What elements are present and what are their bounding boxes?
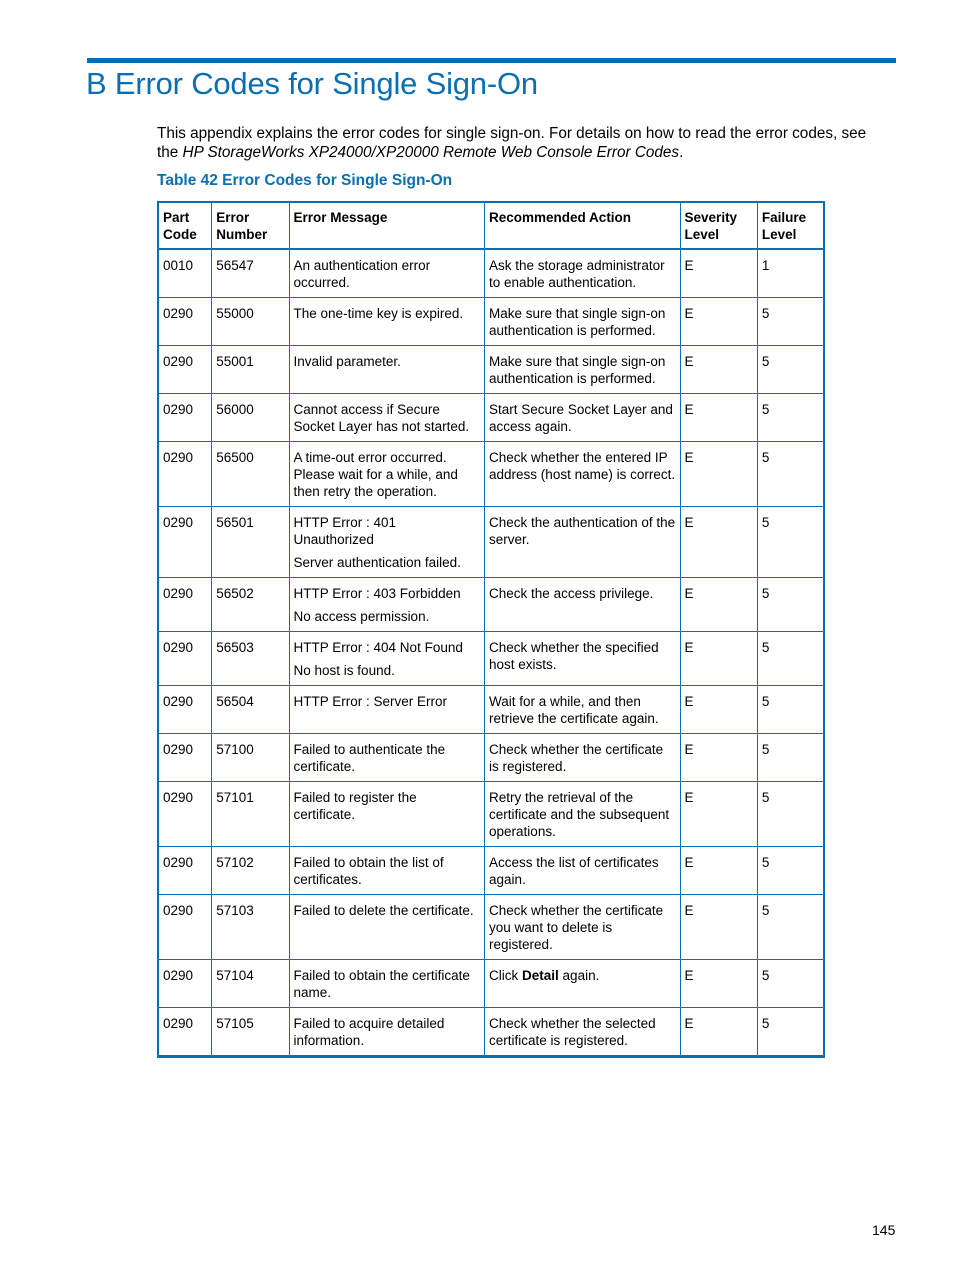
cell-part-code: 0290 xyxy=(158,734,212,782)
cell-part-code: 0290 xyxy=(158,298,212,346)
cell-recommended-action: Make sure that single sign-on authentication is performed. xyxy=(485,346,681,394)
header-error-number: Error Number xyxy=(212,202,289,249)
table-row xyxy=(158,847,824,895)
error-message-text: HTTP Error : 403 Forbidden xyxy=(293,586,461,601)
table-row xyxy=(158,632,824,686)
cell-error-number: 57104 xyxy=(212,960,289,1008)
cell-severity-level: E xyxy=(680,1008,757,1057)
cell-severity-level: E xyxy=(680,394,757,442)
cell-severity-level: E xyxy=(680,734,757,782)
error-message-text: The one-time key is expired. xyxy=(293,306,464,321)
cell-part-code: 0290 xyxy=(158,847,212,895)
intro-text-before: This appendix explains the error codes for single sign-on. For details on how to read the error codes, see the xyxy=(157,125,867,161)
table-row xyxy=(158,1008,824,1057)
cell-error-message xyxy=(289,298,485,346)
cell-error-number: 56502 xyxy=(212,578,289,632)
error-message-text: Cannot access if Secure Socket Layer has not started. xyxy=(293,402,470,434)
cell-part-code: 0290 xyxy=(158,578,212,632)
table-row xyxy=(158,895,824,960)
header-severity-level: Severity Level xyxy=(680,202,757,249)
table-body xyxy=(158,249,824,1057)
error-message-text: Failed to authenticate the certificate. xyxy=(293,742,446,774)
error-message-text: Failed to acquire detailed information. xyxy=(293,1016,445,1048)
top-rule xyxy=(87,58,896,63)
cell-error-number: 57103 xyxy=(212,895,289,960)
table-row xyxy=(158,442,824,507)
cell-error-number: 56504 xyxy=(212,686,289,734)
cell-severity-level: E xyxy=(680,632,757,686)
cell-error-message xyxy=(289,346,485,394)
cell-part-code: 0290 xyxy=(158,442,212,507)
cell-severity-level: E xyxy=(680,686,757,734)
error-codes-table xyxy=(157,201,825,1058)
cell-recommended-action: Check the access privilege. xyxy=(485,578,681,632)
cell-recommended-action xyxy=(485,960,681,1008)
header-failure-level: Failure Level xyxy=(757,202,824,249)
cell-severity-level: E xyxy=(680,249,757,298)
cell-severity-level: E xyxy=(680,442,757,507)
cell-part-code: 0290 xyxy=(158,960,212,1008)
table-row xyxy=(158,394,824,442)
error-message-text: Failed to register the certificate. xyxy=(293,790,417,822)
cell-recommended-action: Check whether the entered IP address (host name) is correct. xyxy=(485,442,681,507)
cell-error-message xyxy=(289,578,485,632)
cell-failure-level: 5 xyxy=(757,734,824,782)
cell-error-message xyxy=(289,847,485,895)
cell-recommended-action: Check the authentication of the server. xyxy=(485,507,681,578)
error-message-text: Failed to obtain the list of certificates. xyxy=(293,855,444,887)
cell-recommended-action: Start Secure Socket Layer and access again. xyxy=(485,394,681,442)
intro-book-title: HP StorageWorks XP24000/XP20000 Remote Web Console Error Codes xyxy=(182,144,680,161)
cell-severity-level: E xyxy=(680,782,757,847)
cell-failure-level: 5 xyxy=(757,960,824,1008)
error-message-text: A time-out error occurred. Please wait for a while, and then retry the operation. xyxy=(293,450,458,499)
cell-error-number: 56500 xyxy=(212,442,289,507)
cell-severity-level: E xyxy=(680,507,757,578)
cell-part-code: 0290 xyxy=(158,686,212,734)
error-message-detail: No access permission. xyxy=(293,609,430,624)
cell-recommended-action: Ask the storage administrator to enable authentication. xyxy=(485,249,681,298)
cell-part-code: 0290 xyxy=(158,507,212,578)
cell-failure-level: 1 xyxy=(757,249,824,298)
cell-severity-level: E xyxy=(680,578,757,632)
cell-failure-level: 5 xyxy=(757,298,824,346)
table-row xyxy=(158,346,824,394)
cell-recommended-action: Retry the retrieval of the certificate and the subsequent operations. xyxy=(485,782,681,847)
intro-text-after: . xyxy=(679,144,684,161)
page-number: 145 xyxy=(872,1222,896,1238)
table-header-row xyxy=(158,202,824,249)
error-message-text: Invalid parameter. xyxy=(293,354,401,369)
cell-error-message xyxy=(289,960,485,1008)
table-row xyxy=(158,960,824,1008)
cell-error-number: 56501 xyxy=(212,507,289,578)
cell-error-number: 57100 xyxy=(212,734,289,782)
cell-part-code: 0290 xyxy=(158,895,212,960)
cell-recommended-action: Check whether the specified host exists. xyxy=(485,632,681,686)
table-row xyxy=(158,507,824,578)
error-message-text: HTTP Error : 401 Unauthorized xyxy=(293,515,397,547)
intro-paragraph xyxy=(157,124,887,162)
cell-error-message xyxy=(289,782,485,847)
table-row xyxy=(158,782,824,847)
cell-part-code: 0290 xyxy=(158,394,212,442)
cell-recommended-action: Check whether the certificate is registered. xyxy=(485,734,681,782)
cell-error-message xyxy=(289,632,485,686)
cell-error-number: 56000 xyxy=(212,394,289,442)
cell-part-code: 0010 xyxy=(158,249,212,298)
error-message-text: An authentication error occurred. xyxy=(293,258,431,290)
error-message-text: HTTP Error : Server Error xyxy=(293,694,448,709)
cell-error-message xyxy=(289,895,485,960)
page-title: B Error Codes for Single Sign-On xyxy=(86,66,538,101)
cell-failure-level: 5 xyxy=(757,895,824,960)
cell-part-code: 0290 xyxy=(158,1008,212,1057)
cell-failure-level: 5 xyxy=(757,346,824,394)
cell-failure-level: 5 xyxy=(757,442,824,507)
table-row xyxy=(158,578,824,632)
error-message-text: Failed to obtain the certificate name. xyxy=(293,968,470,1000)
cell-failure-level: 5 xyxy=(757,782,824,847)
cell-failure-level: 5 xyxy=(757,847,824,895)
header-recommended-action: Recommended Action xyxy=(485,202,681,249)
cell-part-code: 0290 xyxy=(158,632,212,686)
cell-error-number: 55001 xyxy=(212,346,289,394)
error-message-text: Failed to delete the certificate. xyxy=(293,903,474,918)
table-row xyxy=(158,734,824,782)
cell-severity-level: E xyxy=(680,346,757,394)
cell-error-message xyxy=(289,442,485,507)
cell-error-message xyxy=(289,1008,485,1057)
cell-recommended-action: Check whether the selected certificate is registered. xyxy=(485,1008,681,1057)
cell-recommended-action: Access the list of certificates again. xyxy=(485,847,681,895)
cell-failure-level: 5 xyxy=(757,394,824,442)
action-ui-term: Detail xyxy=(522,968,559,983)
header-part-code: Part Code xyxy=(158,202,212,249)
cell-error-number: 56503 xyxy=(212,632,289,686)
cell-severity-level: E xyxy=(680,847,757,895)
cell-error-number: 56547 xyxy=(212,249,289,298)
cell-severity-level: E xyxy=(680,298,757,346)
table-row xyxy=(158,298,824,346)
cell-part-code: 0290 xyxy=(158,346,212,394)
header-error-message: Error Message xyxy=(289,202,485,249)
cell-failure-level: 5 xyxy=(757,686,824,734)
cell-recommended-action: Wait for a while, and then retrieve the certificate again. xyxy=(485,686,681,734)
cell-failure-level: 5 xyxy=(757,632,824,686)
cell-recommended-action: Check whether the certificate you want to delete is registered. xyxy=(485,895,681,960)
cell-error-message xyxy=(289,394,485,442)
error-message-text: HTTP Error : 404 Not Found xyxy=(293,640,463,655)
cell-error-message xyxy=(289,507,485,578)
cell-error-number: 55000 xyxy=(212,298,289,346)
cell-error-number: 57101 xyxy=(212,782,289,847)
cell-failure-level: 5 xyxy=(757,1008,824,1057)
table-row xyxy=(158,686,824,734)
error-message-detail: Server authentication failed. xyxy=(293,555,461,570)
cell-error-message xyxy=(289,734,485,782)
action-text: again. xyxy=(558,968,600,983)
error-message-detail: No host is found. xyxy=(293,663,395,678)
cell-failure-level: 5 xyxy=(757,507,824,578)
cell-recommended-action: Make sure that single sign-on authentication is performed. xyxy=(485,298,681,346)
cell-error-number: 57105 xyxy=(212,1008,289,1057)
cell-error-number: 57102 xyxy=(212,847,289,895)
action-text: Click xyxy=(489,968,523,983)
cell-failure-level: 5 xyxy=(757,578,824,632)
cell-part-code: 0290 xyxy=(158,782,212,847)
table-row xyxy=(158,249,824,298)
cell-severity-level: E xyxy=(680,895,757,960)
table-caption: Table 42 Error Codes for Single Sign-On xyxy=(157,172,453,189)
cell-error-message xyxy=(289,249,485,298)
cell-error-message xyxy=(289,686,485,734)
cell-severity-level: E xyxy=(680,960,757,1008)
